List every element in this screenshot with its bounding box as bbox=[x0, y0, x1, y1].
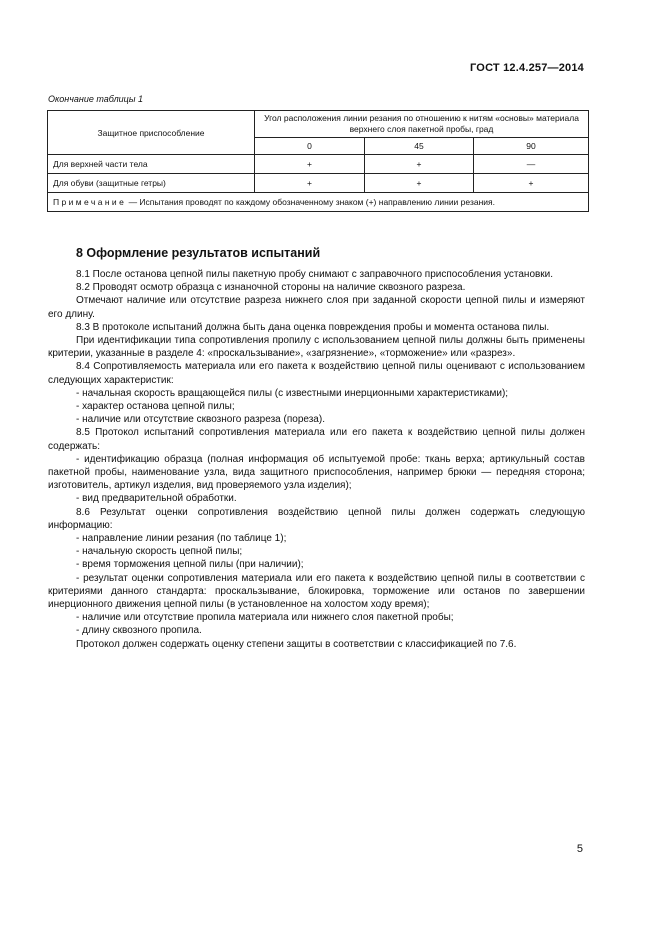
paragraph: 8.6 Результат оценки сопротивления воздействию цепной пилы должен содержать следующую информацию: bbox=[48, 506, 585, 531]
table-cell: + bbox=[255, 174, 365, 193]
paragraph: 8.1 После останова цепной пилы пакетную пробу снимают с заправочного приспособления установки. bbox=[76, 269, 554, 280]
section-body bbox=[48, 268, 585, 651]
table-cell: — bbox=[474, 155, 589, 174]
table-cell: + bbox=[365, 174, 474, 193]
table-cell: + bbox=[365, 155, 474, 174]
list-item: - начальную скорость цепной пилы; bbox=[76, 546, 243, 558]
table-row bbox=[48, 174, 589, 193]
table-cell-label: Для верхней части тела bbox=[48, 155, 255, 174]
paragraph: 8.4 Сопротивляемость материала или его пакета к воздействию цепной пилы оценивают с использованием следующих характеристик: bbox=[48, 361, 585, 386]
table-1-end bbox=[47, 110, 589, 212]
table-header-angle-group: Угол расположения линии резания по отношению к нитям «основы» материала верхнего слоя пакетной пробы, град bbox=[255, 111, 589, 138]
paragraph: 8.5 Протокол испытаний сопротивления материала или его пакета к воздействию цепной пилы должен содержать: bbox=[48, 427, 585, 452]
paragraph: Протокол должен содержать оценку степени защиты в соответствии с классификацией по 7.6. bbox=[76, 638, 517, 650]
list-item: - идентификацию образца (полная информация об испытуемой пробе: ткань верха; артикульный состав пакетной пробы, наименование узла, вида защитного приспособления, например брюки — передняя сторона; изготовитель, артикул изделия, вид проверяемого узла изделия); bbox=[48, 453, 585, 492]
table-header-angle: 0 bbox=[255, 138, 365, 155]
list-item: - время торможения цепной пилы (при наличии); bbox=[76, 559, 304, 571]
table-note bbox=[48, 193, 589, 212]
paragraph: 8.3 В протоколе испытаний должна быть дана оценка повреждения пробы и момента останова пилы. bbox=[76, 321, 550, 333]
table-row bbox=[48, 155, 589, 174]
list-item: - вид предварительной обработки. bbox=[76, 493, 237, 505]
table-header-device: Защитное приспособление bbox=[48, 111, 255, 155]
table-cell: + bbox=[255, 155, 365, 174]
document-code: ГОСТ 12.4.257—2014 bbox=[470, 62, 584, 74]
page-number: 5 bbox=[576, 843, 583, 855]
table-header-angle: 45 bbox=[365, 138, 474, 155]
section-title: 8 Оформление результатов испытаний bbox=[76, 246, 321, 260]
list-item: - направление линии резания (по таблице 1); bbox=[76, 533, 287, 545]
paragraph: При идентификации типа сопротивления пропилу с использованием цепной пилы должны быть применены критерии, указанные в разделе 4: «проскальзывание», «загрязнение», «торможение» или «разрез». bbox=[48, 335, 585, 360]
table-header-angle: 90 bbox=[474, 138, 589, 155]
paragraph: Отмечают наличие или отсутствие разреза нижнего слоя при заданной скорости цепной пилы и измеряют его длину. bbox=[48, 295, 585, 320]
list-item: - характер останова цепной пилы; bbox=[76, 401, 235, 413]
list-item: - наличие или отсутствие пропила материала или нижнего слоя пакетной пробы; bbox=[76, 612, 454, 624]
table-cell-label: Для обуви (защитные гетры) bbox=[48, 174, 255, 193]
list-item: - наличие или отсутствие сквозного разреза (пореза). bbox=[76, 414, 325, 426]
table-caption: Окончание таблицы 1 bbox=[48, 94, 143, 104]
table-note-label: Примечание bbox=[53, 197, 127, 207]
list-item: - начальная скорость вращающейся пилы (с известными инерционными характеристиками); bbox=[76, 387, 509, 399]
table-cell: + bbox=[474, 174, 589, 193]
list-item: - результат оценки сопротивления материала или его пакета к воздействию цепной пилы в соответствии с критериями данного стандарта: проскальзывание, блокировка, торможение или останов по завершении инерционного движения цепной пилы (в установленное на холостом ходу время); bbox=[48, 572, 585, 611]
list-item: - длину сквозного пропила. bbox=[76, 625, 202, 637]
paragraph: 8.2 Проводят осмотр образца с изнаночной стороны на наличие сквозного разреза. bbox=[76, 282, 466, 294]
table-note-text: — Испытания проводят по каждому обозначенному знаком (+) направлению линии резания. bbox=[126, 197, 495, 207]
